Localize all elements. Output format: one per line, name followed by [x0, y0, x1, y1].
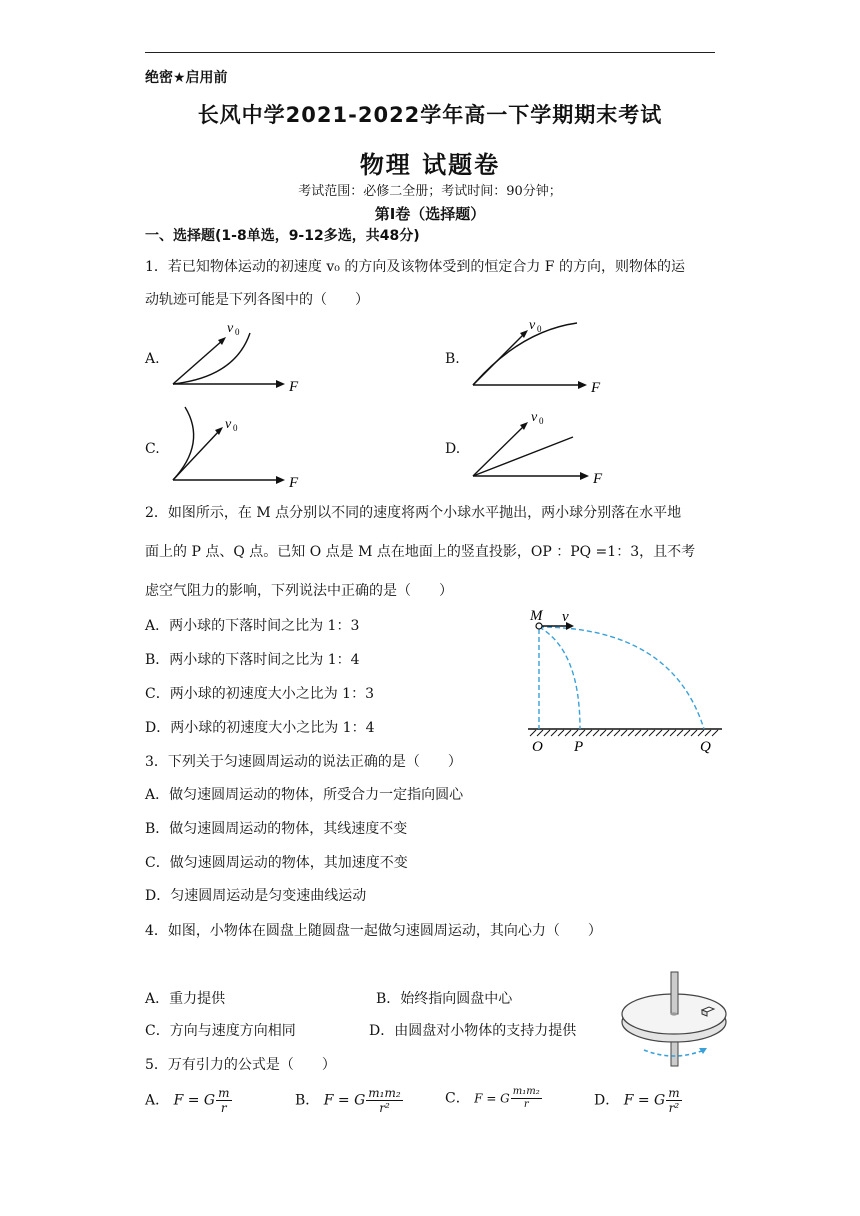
q1b-v-label: v	[529, 318, 536, 333]
q4-option-b: B．始终指向圆盘中心	[376, 991, 513, 1007]
q5-option-d-num: m	[668, 1086, 680, 1100]
exam-info: 考试范围：必修二全册；考试时间：90分钟；	[298, 184, 562, 199]
part-title: 第Ⅰ卷（选择题）	[374, 205, 486, 223]
q5-option-c-label: C．	[445, 1090, 470, 1107]
q1-option-d-label: D.	[445, 441, 461, 457]
q1-option-b-diagram	[465, 313, 615, 395]
q2-option-d: D．两小球的初速度大小之比为 1：4	[145, 720, 375, 736]
q5-option-a-num: m	[218, 1086, 230, 1100]
q3-stem: 3．下列关于匀速圆周运动的说法正确的是（ ）	[145, 754, 462, 770]
top-rule	[145, 52, 715, 53]
q5-option-c-num: m₁m₂	[512, 1086, 540, 1097]
q1-option-d-diagram	[465, 403, 615, 489]
q2-label-q: Q	[700, 739, 711, 755]
q5-option-b-den: r²	[379, 1101, 390, 1115]
q5-option-d-fraction	[666, 1086, 681, 1115]
q5-option-a-lhs: F = G	[173, 1092, 216, 1109]
q4-option-d: D．由圆盘对小物体的支持力提供	[369, 1023, 577, 1039]
q2-label-v: v	[562, 609, 569, 625]
q1a-v-label: v	[227, 321, 234, 336]
q1-option-c-label: C.	[145, 441, 160, 457]
section-title: 一、选择题(1-8单选，9-12多选，共48分)	[145, 228, 420, 244]
q2-label-m: M	[530, 608, 543, 624]
q2-option-c: C．两小球的初速度大小之比为 1：3	[145, 686, 374, 702]
q4-option-c: C．方向与速度方向相同	[145, 1023, 296, 1039]
q1c-v-sub: 0	[233, 423, 238, 433]
q1-stem-line2: 动轨迹可能是下列各图中的（ ）	[145, 292, 369, 308]
q5-option-b-label: B．	[295, 1092, 320, 1109]
q5-option-b-fraction	[366, 1086, 402, 1115]
exam-title: 长风中学2021-2022学年高一下学期期末考试	[197, 103, 663, 127]
q4-stem: 4．如图，小物体在圆盘上随圆盘一起做匀速圆周运动，其向心力（ ）	[145, 923, 602, 939]
q4-option-a: A．重力提供	[145, 991, 226, 1007]
q5-option-b-num: m₁m₂	[368, 1086, 401, 1100]
q3-option-d: D．匀速圆周运动是匀变速曲线运动	[145, 888, 367, 904]
q5-option-c-lhs: F = G	[474, 1091, 510, 1106]
q1d-v-sub: 0	[539, 416, 544, 426]
q2-projectile-diagram	[522, 605, 732, 755]
q5-option-d	[594, 1086, 682, 1115]
q5-option-a-fraction	[216, 1086, 231, 1115]
q1-option-a-label: A.	[145, 351, 160, 367]
q3-option-a: A．做匀速圆周运动的物体，所受合力一定指向圆心	[145, 787, 464, 803]
q5-stem: 5．万有引力的公式是（ ）	[145, 1057, 336, 1073]
q5-option-a-den: r	[220, 1101, 227, 1115]
q2-option-b: B．两小球的下落时间之比为 1：4	[145, 652, 360, 668]
q2-label-p: P	[574, 739, 584, 755]
q1d-f-label: F	[593, 471, 603, 487]
q5-option-c-den: r	[523, 1099, 529, 1110]
q5-option-b-lhs: F = G	[323, 1092, 366, 1109]
q5-option-c-fraction	[511, 1086, 542, 1111]
q5-option-c	[445, 1086, 542, 1111]
q1-option-c-diagram	[165, 403, 315, 489]
q2-stem-line1: 2．如图所示，在 M 点分别以不同的速度将两个小球水平抛出，两小球分别落在水平地	[145, 505, 682, 521]
q4-rotating-disk-diagram	[614, 970, 734, 1070]
q1-option-b-label: B.	[445, 351, 460, 367]
q1-option-a-diagram	[165, 315, 315, 395]
q1c-v-label: v	[225, 417, 232, 432]
exam-subtitle: 物理 试题卷	[359, 151, 501, 179]
q1a-v-sub: 0	[235, 327, 240, 337]
q5-option-b	[295, 1086, 403, 1115]
q1c-f-label: F	[289, 475, 299, 489]
q1-stem-line1: 1．若已知物体运动的初速度 v₀ 的方向及该物体受到的恒定合力 F 的方向，则物体的运	[145, 259, 685, 275]
q3-option-b: B．做匀速圆周运动的物体，其线速度不变	[145, 821, 408, 837]
q1a-f-label: F	[289, 379, 299, 395]
q2-label-o: O	[532, 739, 543, 755]
q5-option-d-den: r²	[668, 1101, 680, 1115]
q1b-f-label: F	[591, 380, 601, 395]
q3-option-c: C．做匀速圆周运动的物体，其加速度不变	[145, 855, 408, 871]
q1b-v-sub: 0	[537, 324, 542, 334]
q2-option-a: A．两小球的下落时间之比为 1：3	[145, 618, 360, 634]
q5-option-a	[145, 1086, 232, 1115]
q5-option-d-lhs: F = G	[623, 1092, 666, 1109]
q2-stem-line3: 虑空气阻力的影响，下列说法中正确的是（ ）	[145, 583, 453, 599]
q1d-v-label: v	[531, 410, 538, 425]
q5-option-a-label: A．	[145, 1092, 170, 1109]
q5-option-d-label: D．	[594, 1092, 620, 1109]
secret-label: 绝密★启用前	[145, 70, 228, 86]
q2-stem-line2: 面上的 P 点、Q 点。已知 O 点是 M 点在地面上的竖直投影，OP ：PQ =1：3，且不考	[145, 544, 696, 560]
